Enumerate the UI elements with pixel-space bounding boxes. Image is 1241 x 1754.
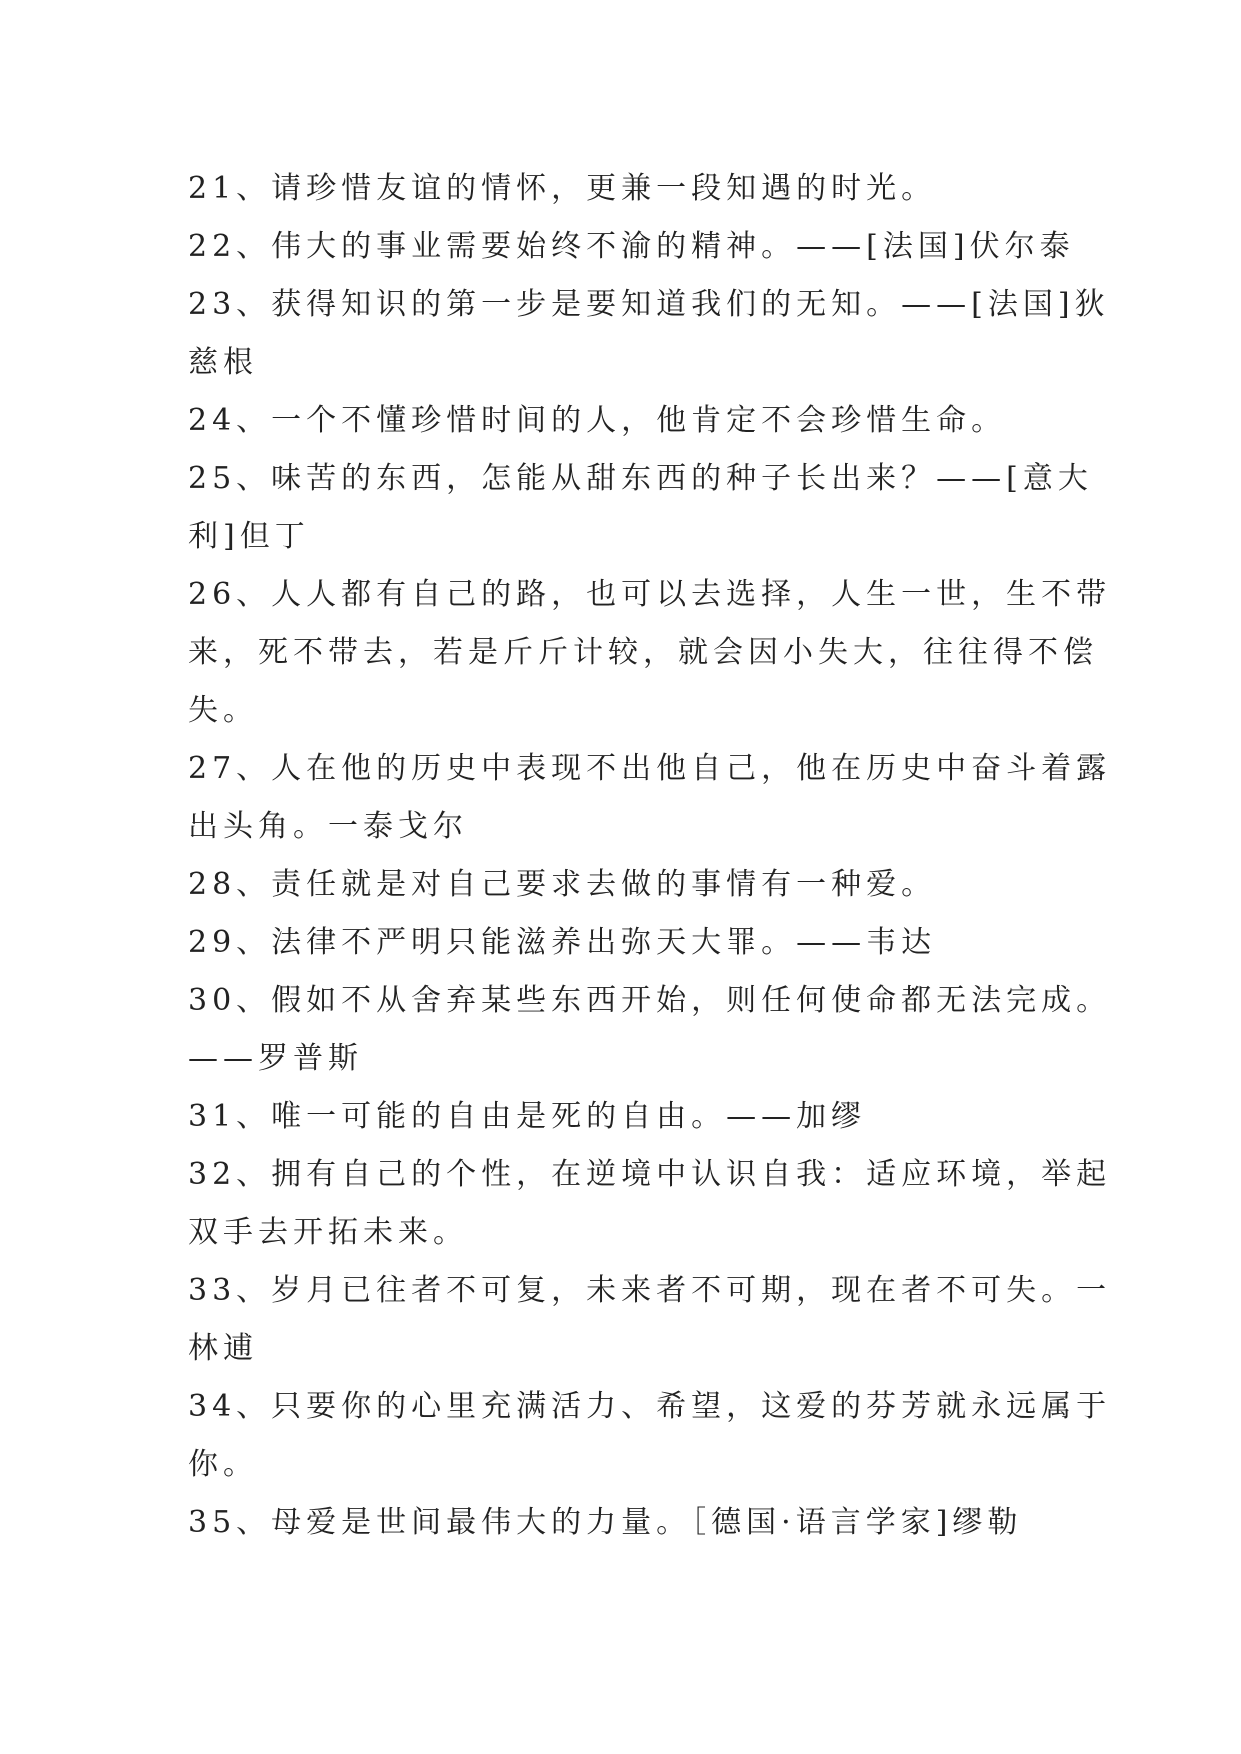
text-line: 21、请珍惜友谊的情怀，更兼一段知遇的时光。 xyxy=(188,171,937,206)
text-line: 34、只要你的心里充满活力、希望，这爱的芬芳就永远属于 xyxy=(188,1389,1112,1424)
text-line: 32、拥有自己的个性，在逆境中认识自我：适应环境，举起 xyxy=(188,1157,1112,1192)
text-line: 利]但丁 xyxy=(188,519,310,554)
text-line: 29、法律不严明只能滋养出弥天大罪。——韦达 xyxy=(188,925,937,960)
text-line: 30、假如不从舍弃某些东西开始，则任何使命都无法完成。 xyxy=(188,983,1112,1018)
quote-list xyxy=(188,160,1112,1552)
text-line: 来，死不带去，若是斤斤计较，就会因小失大，往往得不偿 xyxy=(188,635,1098,670)
text-line: 22、伟大的事业需要始终不渝的精神。——[法国]伏尔泰 xyxy=(188,229,1075,264)
text-line: 出头角。一泰戈尔 xyxy=(188,809,468,844)
text-line: ——罗普斯 xyxy=(188,1041,363,1076)
text-line: 25、味苦的东西，怎能从甜东西的种子长出来？——[意大 xyxy=(188,461,1093,496)
text-line: 23、获得知识的第一步是要知道我们的无知。——[法国]狄 xyxy=(188,287,1110,322)
text-line: 35、母爱是世间最伟大的力量。［德国·语言学家]缪勒 xyxy=(188,1505,1023,1540)
text-line: 28、责任就是对自己要求去做的事情有一种爱。 xyxy=(188,867,937,902)
text-line: 慈根 xyxy=(188,345,258,380)
text-line: 林逋 xyxy=(188,1331,258,1366)
text-line: 双手去开拓未来。 xyxy=(188,1215,468,1250)
text-line: 33、岁月已往者不可复，未来者不可期，现在者不可失。一 xyxy=(188,1273,1112,1308)
text-line: 31、唯一可能的自由是死的自由。——加缪 xyxy=(188,1099,867,1134)
text-line: 26、人人都有自己的路，也可以去选择，人生一世，生不带 xyxy=(188,577,1112,612)
text-line: 24、一个不懂珍惜时间的人，他肯定不会珍惜生命。 xyxy=(188,403,1007,438)
text-line: 失。 xyxy=(188,693,258,728)
text-line: 27、人在他的历史中表现不出他自己，他在历史中奋斗着露 xyxy=(188,751,1112,786)
text-line: 你。 xyxy=(188,1447,258,1482)
